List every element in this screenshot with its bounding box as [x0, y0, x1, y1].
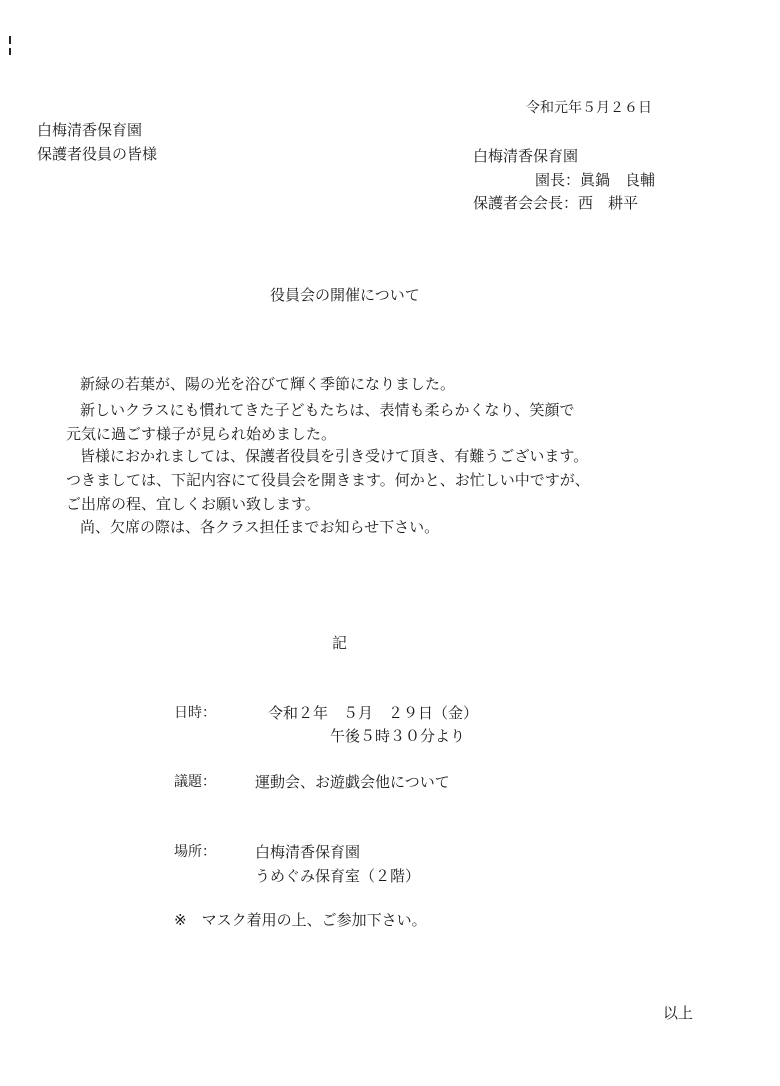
recipient-name: 保護者役員の皆様	[37, 145, 158, 163]
recipient-org: 白梅清香保育園	[37, 121, 143, 139]
datetime-value: 令和２年 ５月 ２９日（金）	[268, 704, 479, 722]
body-line-6: ご出席の程、宜しくお願い致します。	[66, 495, 320, 513]
document-date: 令和元年５月２６日	[526, 100, 652, 116]
place-label: 場所：	[174, 844, 216, 860]
closing-text: 以上	[663, 1004, 694, 1022]
mask-note: ※ マスク着用の上、ご参加下さい。	[174, 911, 427, 929]
sender-principal: 園長：眞鍋 良輔	[535, 171, 656, 189]
agenda-label: 議題：	[174, 774, 216, 790]
sender-chair: 保護者会会長：西 耕平	[473, 194, 639, 212]
body-line-4: 皆様におかれましては、保護者役員を引き受けて頂き、有難うございます。	[80, 447, 589, 465]
scan-mark-top	[9, 36, 11, 44]
ki-heading: 記	[332, 634, 348, 652]
body-line-1: 新緑の若葉が、陽の光を浴びて輝く季節になりました。	[80, 375, 456, 393]
body-line-7: 尚、欠席の際は、各クラス担任までお知らせ下さい。	[80, 518, 440, 536]
datetime-time: 午後５時３０分より	[330, 727, 466, 745]
agenda-value: 運動会、お遊戯会他について	[255, 773, 450, 791]
datetime-label: 日時：	[174, 705, 216, 721]
document-title: 役員会の開催について	[270, 286, 420, 304]
body-line-2: 新しいクラスにも慣れてきた子どもたちは、表情も柔らかくなり、笑顔で	[80, 401, 575, 419]
sender-org: 白梅清香保育園	[473, 147, 579, 165]
scan-mark-bottom	[9, 48, 11, 55]
body-line-3: 元気に過ごす様子が見られ始めました。	[66, 425, 337, 443]
body-line-5: つきましては、下記内容にて役員会を開きます。何かと、お忙しい中ですが、	[66, 471, 590, 489]
place-value-1: 白梅清香保育園	[255, 843, 361, 861]
place-value-2: うめぐみ保育室（２階）	[255, 867, 421, 885]
